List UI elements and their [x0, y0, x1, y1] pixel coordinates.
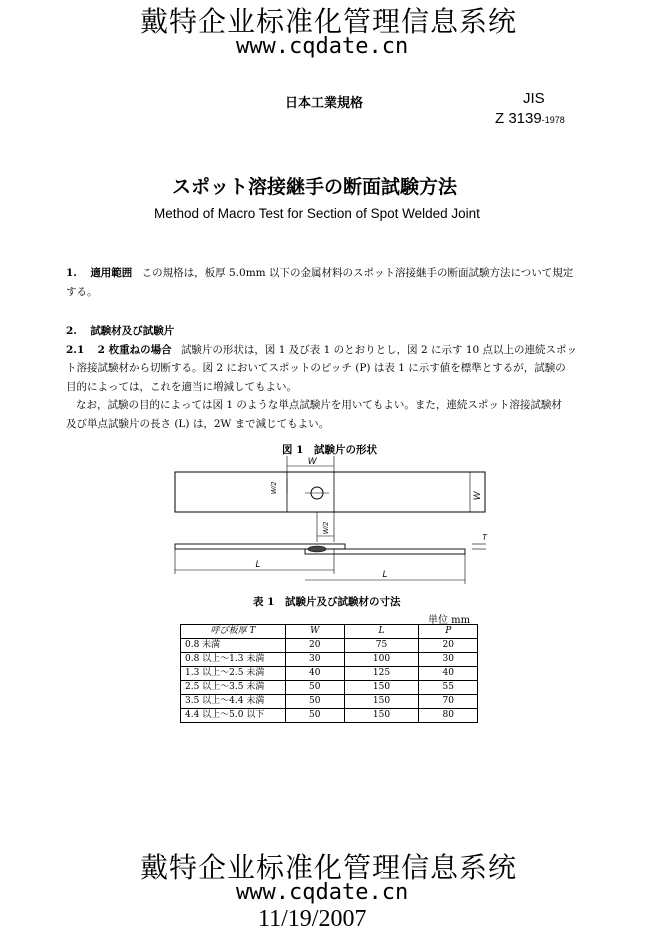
section-2-heading: 試験材及び試験片 — [90, 325, 175, 337]
cell: 55 — [419, 681, 478, 695]
table-row — [181, 667, 478, 681]
col-header: 呼び板厚 T — [181, 625, 286, 639]
cell: 40 — [286, 667, 345, 681]
doc-year: -1978 — [541, 115, 565, 125]
cell: 50 — [286, 695, 345, 709]
section-2-1-line-3: 目的によっては，これを適当に増減してもよい。 — [66, 380, 297, 393]
figure-1-caption: 図 1 試験片の形状 — [282, 444, 377, 456]
table-row — [181, 639, 478, 653]
cell: 70 — [419, 695, 478, 709]
cell: 30 — [286, 653, 345, 667]
label-w-right: W — [472, 491, 482, 501]
section-1-heading: 適用範囲 — [90, 267, 133, 279]
specimen-plan-outline — [175, 472, 485, 512]
label-t: T — [482, 533, 487, 542]
col-header: W — [286, 625, 345, 639]
cell: 50 — [286, 681, 345, 695]
cell: 125 — [344, 667, 419, 681]
label-w-half-below: W/2 — [323, 521, 330, 535]
title-english: Method of Macro Test for Section of Spot Welded Joint — [154, 206, 480, 221]
section-2-1-line-4: なお，試験の目的によっては図 1 のような単点試験片を用いてもよい。また，連続スポット溶接試験材 — [76, 399, 562, 411]
cell: 3.5 以上〜4.4 未満 — [181, 695, 286, 709]
cell: 0.8 以上〜1.3 未満 — [181, 653, 286, 667]
table-1-caption: 表 1 試験片及び試験材の寸法 — [253, 596, 401, 608]
cell: 150 — [344, 681, 419, 695]
cell: 30 — [419, 653, 478, 667]
section-1 — [66, 264, 606, 301]
cell: 1.3 以上〜2.5 未満 — [181, 667, 286, 681]
section-2-1-line-5: 及び単点試験片の長さ (L) は，2W まで減じてもよい。 — [66, 417, 330, 430]
table-row — [181, 709, 478, 723]
section-2-1-line-2: ト溶接試験材から切断する。図 2 においてスポットのピッチ (P) は表 1 に示す値を標準とするが，試験の — [66, 362, 566, 374]
watermark-title-top: 戴特企业标准化管理信息系统 — [140, 5, 518, 38]
section-2-1-line-1: 試験片の形状は，図 1 及び表 1 のとおりとし，図 2 に示す 10 点以上の連続スポッ — [180, 343, 578, 356]
figure-1-drawing — [160, 452, 500, 588]
label-w-half: W/2 — [271, 481, 278, 495]
table-row — [181, 653, 478, 667]
cell: 150 — [344, 695, 419, 709]
cell: 75 — [344, 639, 419, 653]
title-japanese: スポット溶接継手の断面試験方法 — [172, 176, 458, 198]
table-1 — [180, 624, 478, 723]
doc-number-main: Z 3139 — [495, 110, 542, 127]
section-2-1-number: 2.1 — [66, 343, 85, 356]
plate-right-side — [305, 549, 465, 554]
jis-label: JIS — [523, 90, 545, 107]
watermark-date: 11/19/2007 — [258, 906, 367, 932]
section-1-text-2: する。 — [66, 285, 98, 298]
watermark-url-top: www.cqdate.cn — [236, 34, 409, 59]
cell: 4.4 以上〜5.0 以下 — [181, 709, 286, 723]
section-1-text-1: この規格は，板厚 5.0mm 以下の金属材料のスポット溶接継手の断面試験方法について規定 — [141, 267, 574, 279]
watermark-url-bottom: www.cqdate.cn — [236, 880, 409, 905]
cell: 2.5 以上〜3.5 未満 — [181, 681, 286, 695]
cell: 20 — [419, 639, 478, 653]
section-2-1-heading: 2 枚重ねの場合 — [97, 343, 172, 356]
label-l-left: L — [255, 559, 261, 569]
cell: 50 — [286, 709, 345, 723]
section-2 — [66, 322, 606, 433]
watermark-title-bottom: 戴特企业标准化管理信息系统 — [140, 851, 518, 884]
cell: 100 — [344, 653, 419, 667]
cell: 40 — [419, 667, 478, 681]
cell: 80 — [419, 709, 478, 723]
doc-number — [495, 110, 565, 127]
col-header: P — [419, 625, 478, 639]
table-row — [181, 695, 478, 709]
table-row — [181, 681, 478, 695]
label-w-top: W — [307, 456, 317, 466]
section-2-number: 2. — [66, 325, 77, 337]
cell: 0.8 未満 — [181, 639, 286, 653]
standard-name: 日本工業規格 — [285, 96, 364, 111]
cell: 150 — [344, 709, 419, 723]
section-1-number: 1. — [66, 267, 77, 279]
label-l-right: L — [382, 569, 388, 579]
cell: 20 — [286, 639, 345, 653]
weld-nugget — [308, 546, 326, 552]
table-header-row — [181, 625, 478, 639]
table-1-unit: 単位 mm — [428, 615, 471, 626]
col-header: L — [344, 625, 419, 639]
